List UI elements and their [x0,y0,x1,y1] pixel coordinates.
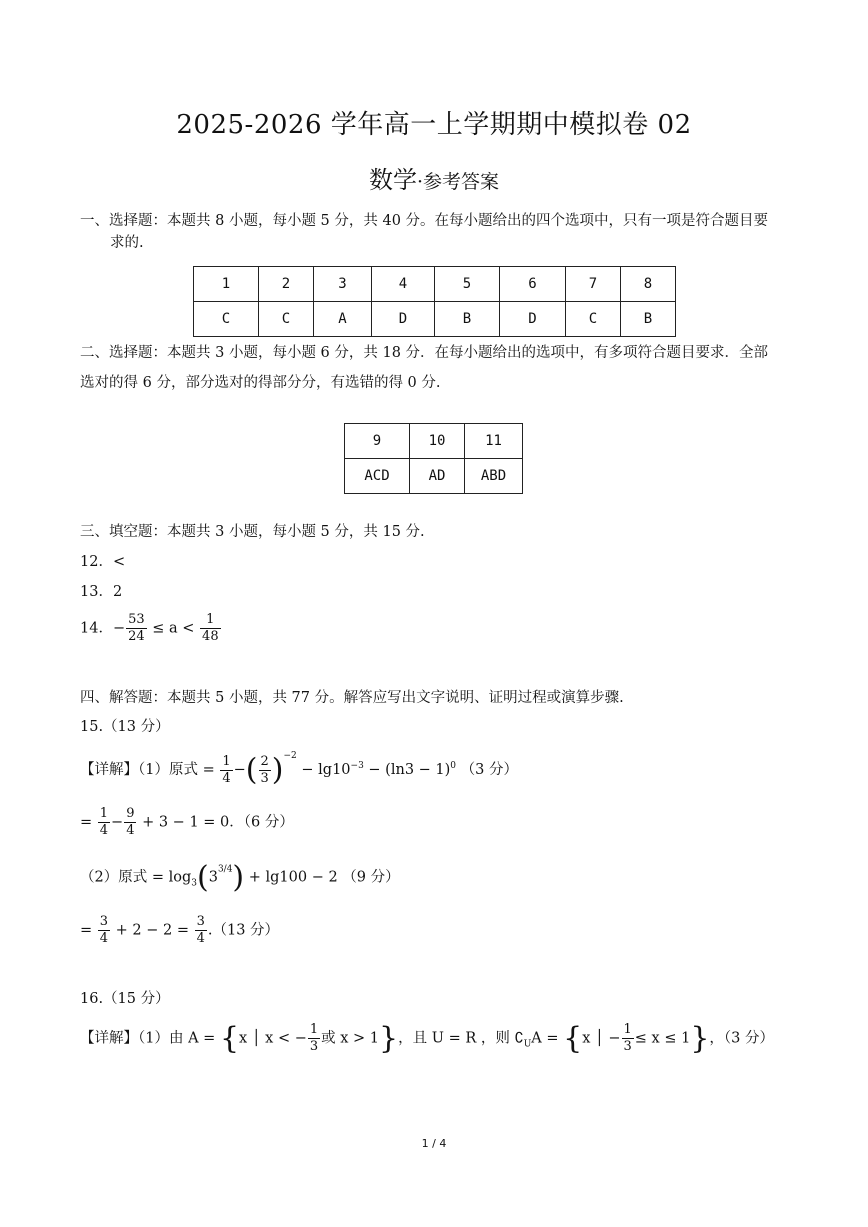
choice-answer-table-2 [344,423,523,494]
fraction: $\frac{2}{3}$ [260,753,269,786]
fraction: $\frac{9}{4}$ [126,806,135,838]
q16-title: 16.（15 分） [80,991,170,1007]
section1-heading-line1: 一、选择题：本题共 8 小题，每小题 5 分，共 40 分。在每小题给出的四个选项中，只有一项是符合题目要 [80,213,769,229]
table-cell: ABD [465,459,523,494]
answer-14-label: 14． [80,620,113,637]
table-cell: B [621,302,676,337]
q15-line1: 【详解】（1）原式 = $\frac{1}{4}$ −( $\frac{2}{3}$ )$^{-2} - \lg 10^{-3} - (\ln 3 - 1)^0$ （3 分） [80,751,518,788]
page-number: 1 / 4 [421,1137,447,1150]
answer-13: 13．2 [80,584,123,600]
section2-heading-line1: 二、选择题：本题共 3 小题，每小题 6 分，共 18 分．在每小题给出的选项中，有多项符合题目要求．全部 [80,345,769,361]
document-title: 2025-2026 学年高一上学期期中模拟卷 02 [176,110,692,140]
table-cell: 5 [435,267,500,302]
table-row-numbers [194,267,676,302]
answer-14-inequality: ≤ a < [152,620,195,637]
fraction: $\frac{1}{4}$ [99,806,109,838]
table-cell: 6 [500,267,566,302]
subject-suffix: ·参考答案 [416,171,500,193]
table-row-answers [345,459,523,494]
table-cell: 7 [566,267,621,302]
section1-heading [80,210,795,254]
table-row-numbers [345,424,523,459]
section1-heading-line2: 求的. [110,235,144,251]
table-cell: 1 [194,267,259,302]
table-cell: ACD [345,459,410,494]
section2-heading [80,338,795,398]
table-cell: C [566,302,621,337]
q15-title: 15.（13 分） [80,719,170,735]
fraction: $\frac{3}{4}$ [99,914,109,946]
table-cell: D [500,302,566,337]
q16-line1: 【详解】（1）由 A = {x │ x < − $\frac{1}{3}$ 或 x > 1}，且 U = R ，则 $∁_UA = \{x$ │ − $\frac{1}{3}$ ≤ x ≤ 1}，（3 分） [80,1021,774,1056]
q15-line2: = $\frac{1}{4}$ − $\frac{9}{4}$ + 3 − 1 = 0．（6 分） [80,806,294,838]
table-cell: A [314,302,372,337]
table-cell: 2 [259,267,314,302]
fraction: $\frac{1}{3}$ [309,1022,319,1054]
q15-line3: （2）原式 = $\log_3(3^{3/4}) + \lg 100 - 2$ （9 分） [80,860,400,895]
document-subtitle [0,160,868,195]
answer-12: 12．< [80,554,126,570]
subject-label: 数学 [368,166,417,194]
section2-heading-line2: 选对的得 6 分，部分选对的得部分分，有选错的得 0 分. [80,375,441,391]
table-cell: B [435,302,500,337]
fraction: $\frac{1}{3}$ [623,1022,632,1054]
table-row-answers [194,302,676,337]
table-cell: D [372,302,435,337]
table-cell: 8 [621,267,676,302]
table-cell: C [194,302,259,337]
table-cell: 11 [465,424,523,459]
table-cell: 3 [314,267,372,302]
table-cell: 10 [410,424,465,459]
table-cell: C [259,302,314,337]
q15-line4: = $\frac{3}{4}$ + 2 − 2 = $\frac{3}{4}$ .（13 分） [80,914,280,946]
section4-heading: 四、解答题：本题共 5 小题，共 77 分。解答应写出文字说明、证明过程或演算步骤. [80,690,624,706]
section3-heading: 三、填空题：本题共 3 小题，每小题 5 分，共 15 分. [80,524,425,540]
choice-answer-table-1 [193,266,676,337]
fraction: $\frac{1}{48}$ [202,612,219,644]
answer-14: 14．− $\frac{53}{24}$ ≤ a < $\frac{1}{48}$ [80,612,219,644]
fraction: $\frac{1}{4}$ [222,753,231,786]
table-cell: 9 [345,424,410,459]
table-cell: 4 [372,267,435,302]
fraction: $\frac{3}{4}$ [196,914,205,946]
fraction: $\frac{53}{24}$ [128,612,145,644]
table-cell: AD [410,459,465,494]
